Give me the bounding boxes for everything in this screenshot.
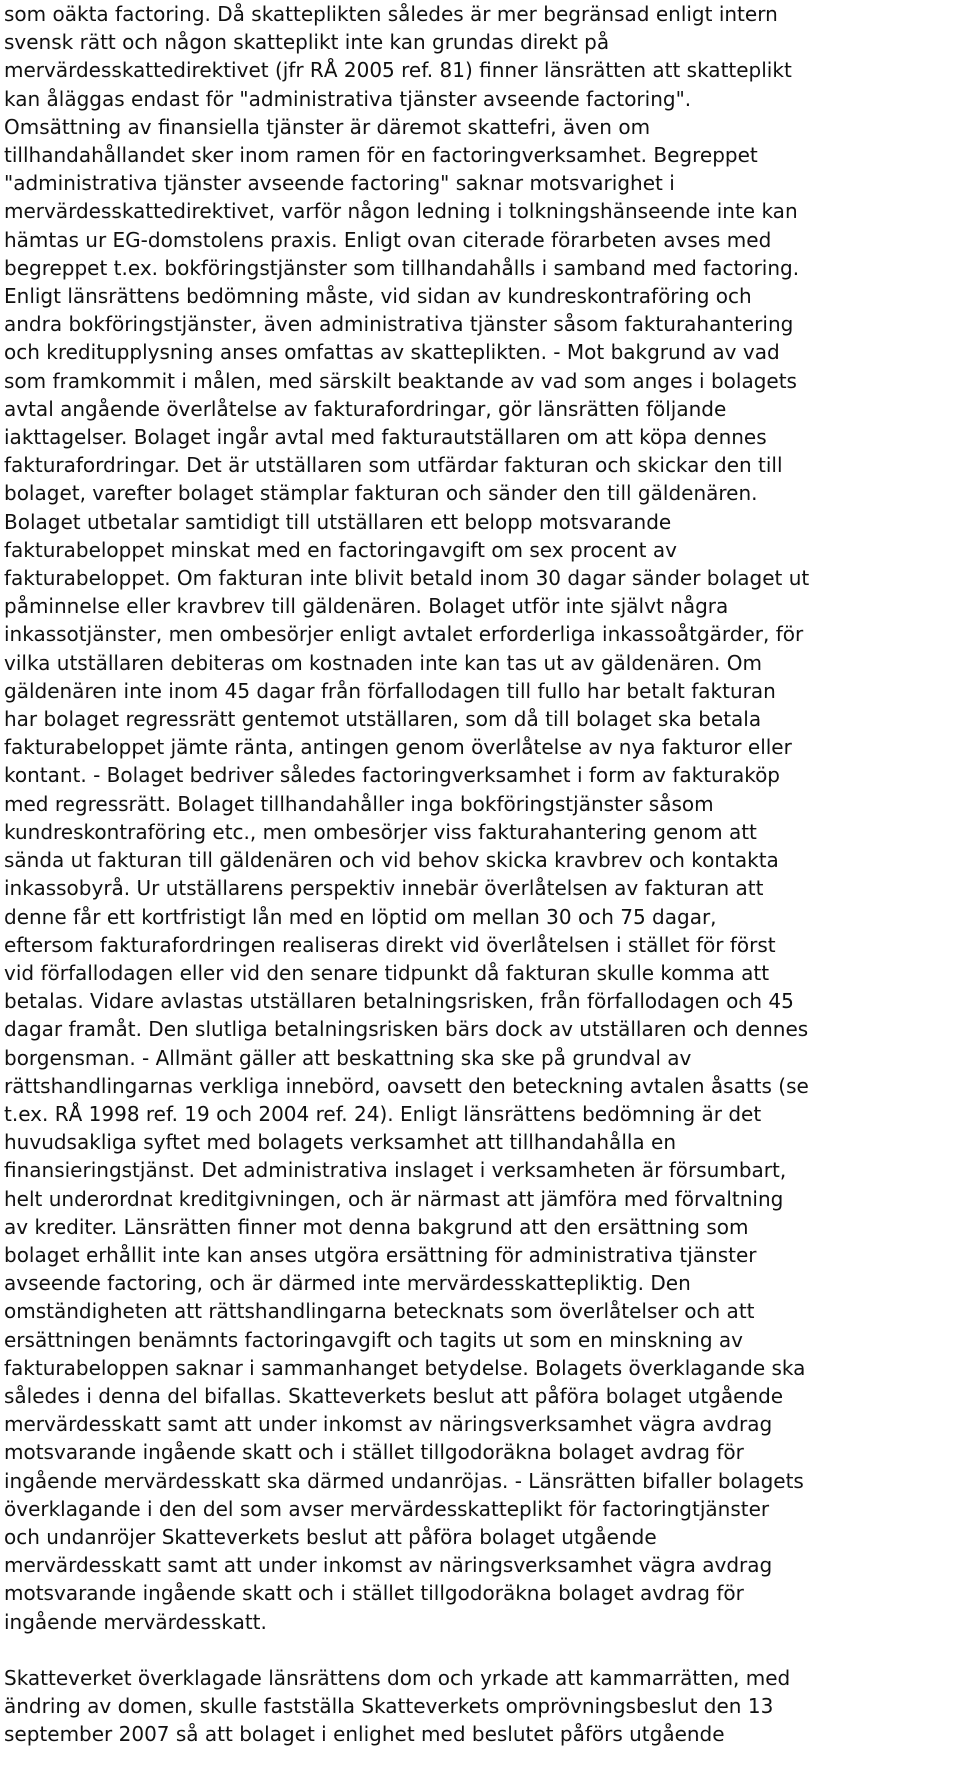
- text-line: mervärdesskatt samt att under inkomst av näringsverksamhet vägra avdrag: [4, 1553, 773, 1578]
- text-line: borgensman. - Allmänt gäller att beskattning ska ske på grundval av: [4, 1045, 692, 1070]
- text-line: Enligt länsrättens bedömning måste, vid sidan av kundreskontraföring och: [4, 284, 752, 309]
- text-line: tillhandahållandet sker inom ramen för en factoringverksamhet. Begreppet: [4, 143, 758, 168]
- text-line: begreppet t.ex. bokföringstjänster som tillhandahålls i samband med factoring.: [4, 255, 800, 280]
- text-line: betalas. Vidare avlastas utställaren betalningsrisken, från förfallodagen och 45: [4, 989, 794, 1014]
- text-line: eftersom fakturafordringen realiseras direkt vid överlåtelsen i stället för först: [4, 932, 776, 957]
- paragraph-spacer: [4, 1636, 946, 1664]
- text-line: som oäkta factoring. Då skatteplikten således är mer begränsad enligt intern: [4, 2, 778, 26]
- text-line: mervärdesskattedirektivet (jfr RÅ 2005 ref. 81) finner länsrätten att skatteplikt: [4, 58, 792, 83]
- text-line: kan åläggas endast för "administrativa tjänster avseende factoring".: [4, 86, 692, 111]
- text-line: av krediter. Länsrätten finner mot denna bakgrund att den ersättning som: [4, 1214, 749, 1239]
- text-line: september 2007 så att bolaget i enlighet med beslutet påförs utgående: [4, 1722, 725, 1747]
- text-line: kundreskontraföring etc., men ombesörjer viss fakturahantering genom att: [4, 819, 757, 844]
- text-line: omständigheten att rättshandlingarna betecknats som överlåtelser och att: [4, 1299, 755, 1324]
- text-line: Bolaget utbetalar samtidigt till utställaren ett belopp motsvarande: [4, 509, 672, 534]
- text-line: avseende factoring, och är därmed inte mervärdesskattepliktig. Den: [4, 1271, 691, 1296]
- text-line: motsvarande ingående skatt och i stället tillgodoräkna bolaget avdrag för: [4, 1581, 744, 1606]
- text-line: inkassotjänster, men ombesörjer enligt avtalet erforderliga inkassoåtgärder, för: [4, 622, 804, 647]
- text-line: andra bokföringstjänster, även administrativa tjänster såsom fakturahantering: [4, 312, 794, 337]
- text-line: och undanröjer Skatteverkets beslut att påföra bolaget utgående: [4, 1524, 657, 1549]
- text-line: bolaget, varefter bolaget stämplar fakturan och sänder den till gäldenären.: [4, 481, 758, 506]
- text-line: fakturabeloppet. Om fakturan inte blivit betald inom 30 dagar sänder bolaget ut: [4, 566, 810, 591]
- text-line: kontant. - Bolaget bedriver således factoringverksamhet i form av fakturaköp: [4, 763, 780, 788]
- text-line: helt underordnat kreditgivningen, och är närmast att jämföra med förvaltning: [4, 1186, 784, 1211]
- text-line: denne får ett kortfristigt lån med en löptid om mellan 30 och 75 dagar,: [4, 904, 717, 929]
- text-line: rättshandlingarnas verkliga innebörd, oavsett den beteckning avtalen åsatts (se: [4, 1073, 809, 1098]
- text-line: motsvarande ingående skatt och i stället tillgodoräkna bolaget avdrag för: [4, 1440, 744, 1465]
- text-line: inkassobyrå. Ur utställarens perspektiv innebär överlåtelsen av fakturan att: [4, 876, 764, 901]
- text-line: har bolaget regressrätt gentemot utställaren, som då till bolaget ska betala: [4, 707, 762, 732]
- text-line: sända ut fakturan till gäldenären och vid behov skicka kravbrev och kontakta: [4, 848, 779, 873]
- body-paragraph: [4, 1664, 946, 1749]
- text-line: fakturafordringar. Det är utställaren som utfärdar fakturan och skickar den till: [4, 453, 783, 478]
- text-line: fakturabeloppen saknar i sammanhanget betydelse. Bolagets överklagande ska: [4, 1355, 806, 1380]
- text-line: fakturabeloppet jämte ränta, antingen genom överlåtelse av nya fakturor eller: [4, 735, 792, 760]
- text-line: ändring av domen, skulle fastställa Skatteverkets omprövningsbeslut den 13: [4, 1693, 774, 1718]
- text-line: t.ex. RÅ 1998 ref. 19 och 2004 ref. 24). Enligt länsrättens bedömning är det: [4, 1101, 762, 1126]
- text-line: således i denna del bifallas. Skatteverkets beslut att påföra bolaget utgående: [4, 1383, 784, 1408]
- text-line: Omsättning av finansiella tjänster är däremot skattefri, även om: [4, 114, 651, 139]
- text-line: som framkommit i målen, med särskilt beaktande av vad som anges i bolagets: [4, 368, 797, 393]
- text-line: och kreditupplysning anses omfattas av skatteplikten. - Mot bakgrund av vad: [4, 340, 780, 365]
- text-line: ingående mervärdesskatt ska därmed undanröjas. - Länsrätten bifaller bolagets: [4, 1468, 804, 1493]
- text-line: mervärdesskatt samt att under inkomst av näringsverksamhet vägra avdrag: [4, 1412, 773, 1437]
- text-line: vid förfallodagen eller vid den senare tidpunkt då fakturan skulle komma att: [4, 960, 770, 985]
- text-line: med regressrätt. Bolaget tillhandahåller inga bokföringstjänster såsom: [4, 791, 714, 816]
- body-paragraph: [4, 0, 946, 1636]
- text-line: påminnelse eller kravbrev till gäldenären. Bolaget utför inte självt några: [4, 594, 729, 619]
- text-line: överklagande i den del som avser mervärdesskatteplikt för factoringtjänster: [4, 1496, 770, 1521]
- text-line: Skatteverket överklagade länsrättens dom och yrkade att kammarrätten, med: [4, 1665, 791, 1690]
- text-line: fakturabeloppet minskat med en factoringavgift om sex procent av: [4, 537, 677, 562]
- text-line: huvudsakliga syftet med bolagets verksamhet att tillhandahålla en: [4, 1130, 677, 1155]
- text-line: mervärdesskattedirektivet, varför någon ledning i tolkningshänseende inte kan: [4, 199, 798, 224]
- text-line: iakttagelser. Bolaget ingår avtal med fakturautställaren om att köpa dennes: [4, 425, 767, 450]
- text-line: avtal angående överlåtelse av fakturafordringar, gör länsrätten följande: [4, 396, 727, 421]
- text-line: dagar framåt. Den slutliga betalningsrisken bärs dock av utställaren och dennes: [4, 1017, 809, 1042]
- text-line: ersättningen benämnts factoringavgift och tagits ut som en minskning av: [4, 1327, 744, 1352]
- text-line: bolaget erhållit inte kan anses utgöra ersättning för administrativa tjänster: [4, 1242, 757, 1267]
- text-line: svensk rätt och någon skatteplikt inte kan grundas direkt på: [4, 30, 610, 55]
- text-line: gäldenären inte inom 45 dagar från förfallodagen till fullo har betalt fakturan: [4, 678, 776, 703]
- text-line: finansieringstjänst. Det administrativa inslaget i verksamheten är försumbart,: [4, 1158, 787, 1183]
- text-line: ingående mervärdesskatt.: [4, 1609, 267, 1634]
- text-line: hämtas ur EG-domstolens praxis. Enligt ovan citerade förarbeten avses med: [4, 227, 772, 252]
- text-line: vilka utställaren debiteras om kostnaden inte kan tas ut av gäldenären. Om: [4, 650, 762, 675]
- text-line: "administrativa tjänster avseende factoring" saknar motsvarighet i: [4, 171, 675, 196]
